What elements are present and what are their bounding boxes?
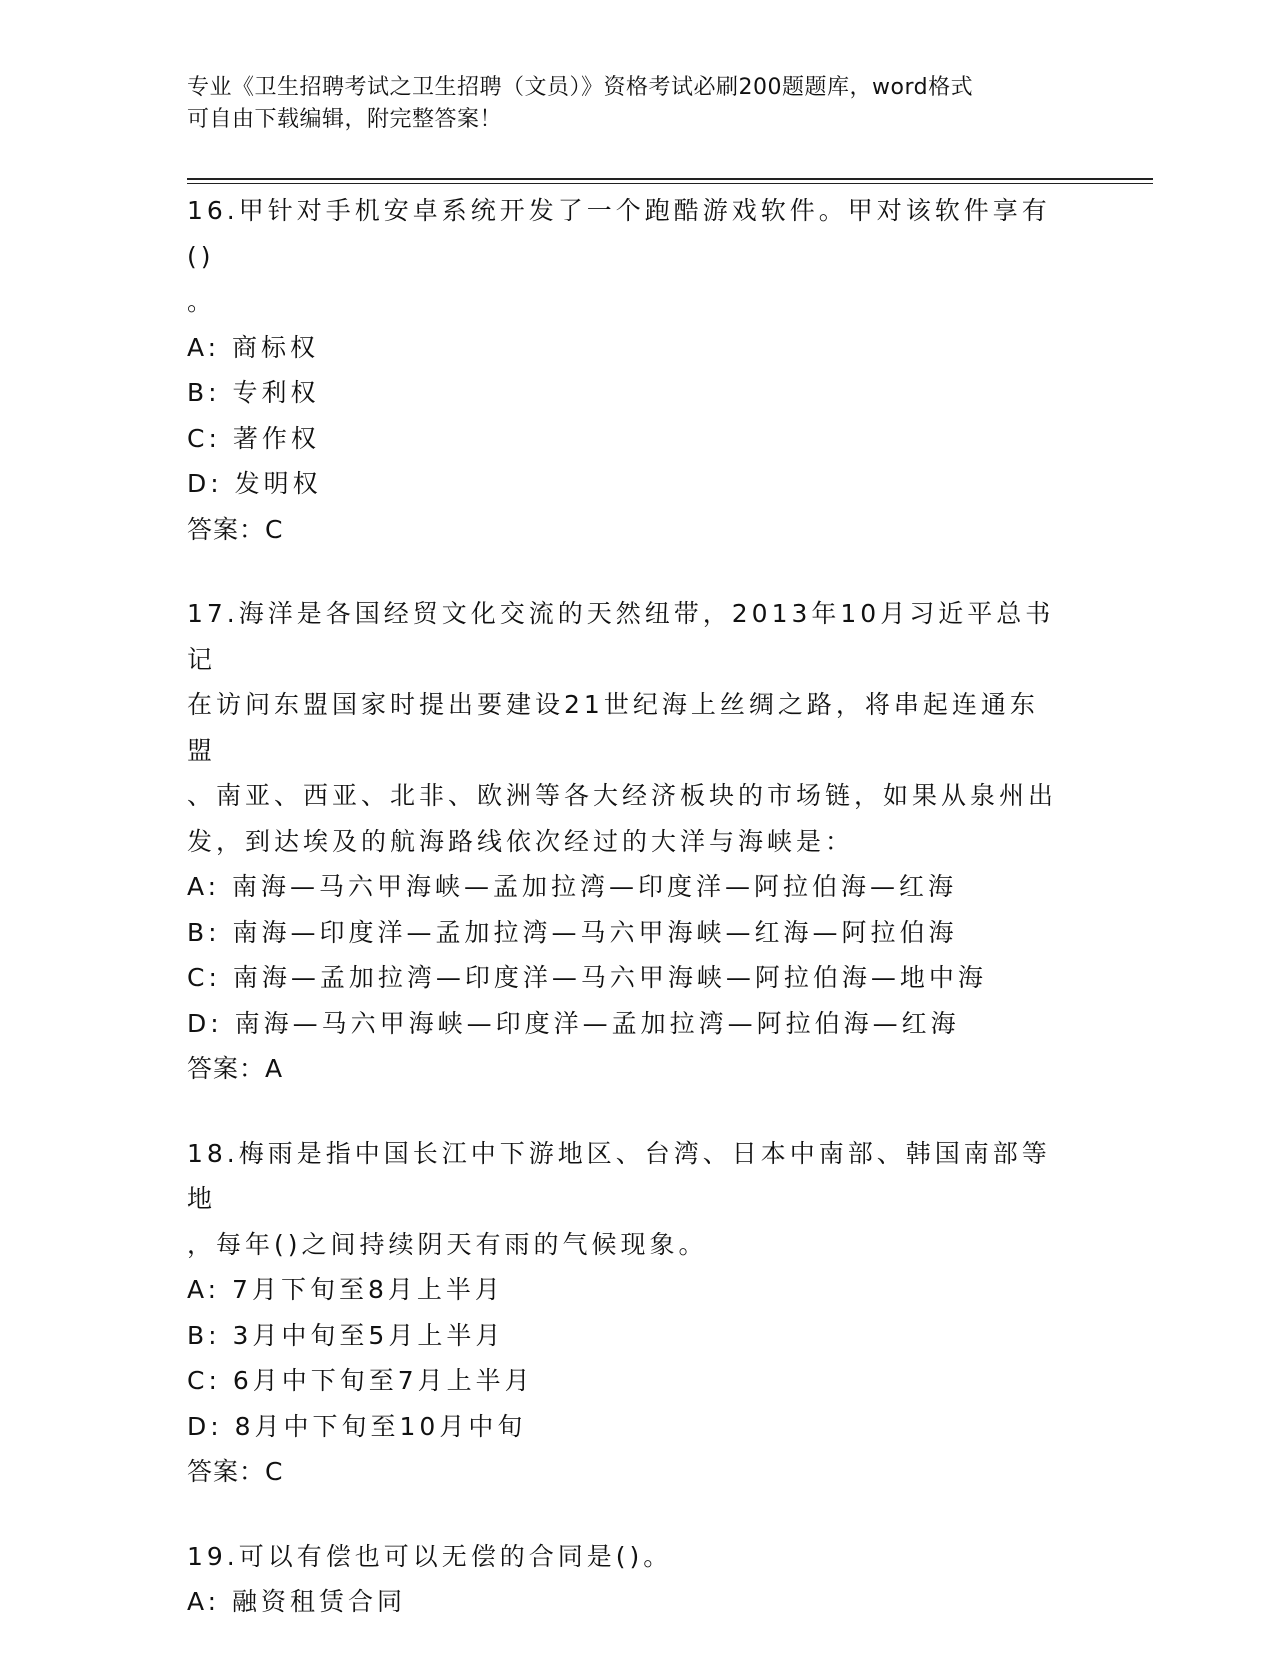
header-divider-thin (187, 183, 1153, 184)
question-stem-line: 16.甲针对手机安卓系统开发了一个跑酷游戏软件。甲对该软件享有() (187, 196, 1051, 271)
question-stem-line: ，每年()之间持续阴天有雨的气候现象。 (187, 1229, 708, 1259)
option-d: D: 8月中下旬至10月中旬 (187, 1411, 527, 1441)
question-stem-line: 18.梅雨是指中国长江中下游地区、台湾、日本中南部、韩国南部等地 (187, 1138, 1051, 1213)
question-stem-line: 在访问东盟国家时提出要建设21世纪海上丝绸之路，将串起连通东盟 (187, 690, 1039, 765)
answer-line: 答案：A (187, 1054, 284, 1083)
option-a: A: 7月下旬至8月上半月 (187, 1275, 504, 1304)
document-header (187, 72, 1087, 136)
question-list (187, 188, 1067, 1664)
answer-line: 答案：C (187, 1457, 284, 1486)
question-stem-line: 17.海洋是各国经贸文化交流的天然纽带，2013年10月习近平总书记 (187, 599, 1055, 674)
option-a: A: 南海—马六甲海峡—孟加拉湾—印度洋—阿拉伯海—红海 (187, 872, 958, 901)
option-d: D: 南海—马六甲海峡—印度洋—孟加拉湾—阿拉伯海—红海 (187, 1008, 960, 1038)
option-a: A: 融资租赁合同 (187, 1587, 407, 1616)
question-19 (187, 1534, 1067, 1625)
question-18 (187, 1131, 1067, 1495)
option-b: B: 南海—印度洋—孟加拉湾—马六甲海峡—红海—阿拉伯海 (187, 917, 958, 947)
header-line-2: 可自由下载编辑，附完整答案！ (187, 107, 503, 132)
header-line-1: 专业《卫生招聘考试之卫生招聘（文员）》资格考试必刷200题题库，word格式 (187, 75, 974, 100)
question-stem-line: 、南亚、西亚、北非、欧洲等各大经济板块的市场链，如果从泉州出 (187, 781, 1058, 810)
option-c: C: 6月中下旬至7月上半月 (187, 1366, 534, 1395)
question-stem-line: 发，到达埃及的航海路线依次经过的大洋与海峡是： (187, 826, 855, 856)
question-16 (187, 188, 1067, 552)
option-c: C: 南海—孟加拉湾—印度洋—马六甲海峡—阿拉伯海—地中海 (187, 963, 987, 992)
option-d: D: 发明权 (187, 469, 322, 498)
question-17 (187, 591, 1067, 1092)
option-b: B: 专利权 (187, 378, 320, 407)
option-c: C: 著作权 (187, 423, 320, 453)
header-divider-thick (187, 178, 1153, 180)
option-b: B: 3月中旬至5月上半月 (187, 1320, 505, 1350)
question-stem-line: 19.可以有偿也可以无偿的合同是()。 (187, 1541, 673, 1571)
option-a: A: 商标权 (187, 332, 320, 362)
answer-line: 答案：C (187, 514, 284, 544)
question-stem-line: 。 (187, 287, 217, 316)
